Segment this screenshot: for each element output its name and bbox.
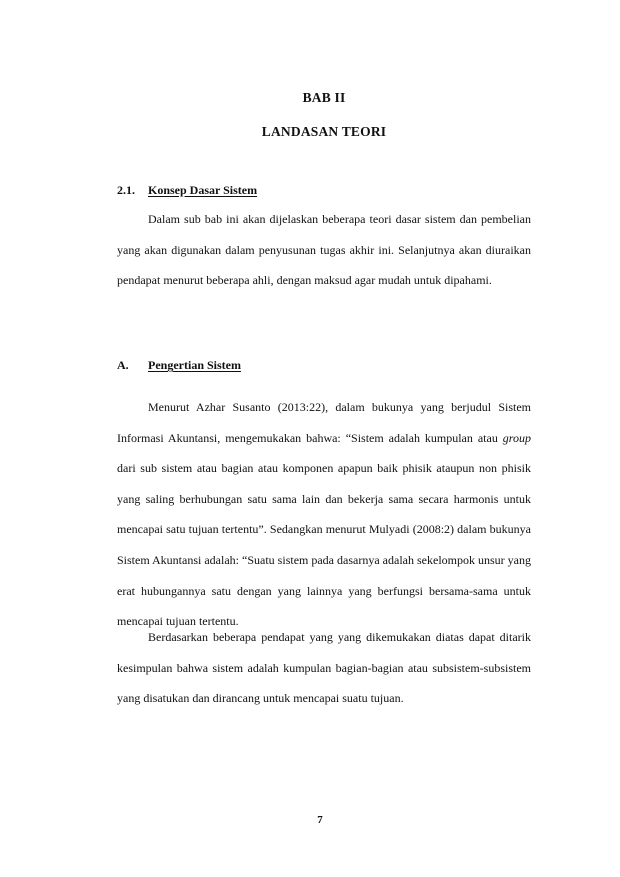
section-heading-2-1 — [117, 183, 531, 198]
section-title: Pengertian Sistem — [148, 358, 241, 372]
paragraph-konsep-dasar: Dalam sub bab ini akan dijelaskan beberapa teori dasar sistem dan pembelian yang akan digunakan dalam penyusunan tugas akhir ini. Selanjutnya akan diuraikan pendapat menurut beberapa ahli, dengan maksud agar mudah untuk dipahami. — [117, 212, 531, 288]
section-number: 2.1. — [117, 183, 135, 197]
section-heading-a — [117, 358, 531, 373]
paragraph-text: Menurut Azhar Susanto (2013:22), dalam bukunya yang berjudul Sistem Informasi Akuntansi, mengemukakan bahwa: “Sistem adalah kumpulan atau — [117, 400, 531, 445]
paragraph-kesimpulan: Berdasarkan beberapa pendapat yang yang dikemukakan diatas dapat ditarik kesimpulan bahwa sistem adalah kumpulan bagian-bagian atau subsistem-subsistem yang disatukan dan dirancang untuk mencapai suatu tujuan. — [117, 630, 531, 706]
section-title: Konsep Dasar Sistem — [148, 183, 258, 197]
italic-term: group — [502, 430, 531, 445]
page-number: 7 — [317, 814, 323, 826]
chapter-title: LANDASAN TEORI — [261, 124, 387, 139]
paragraph-pengertian-sistem — [117, 392, 531, 637]
chapter-number: BAB II — [302, 90, 346, 105]
section-number: A. — [117, 358, 129, 372]
paragraph-text: dari sub sistem atau bagian atau komponen apapun baik phisik ataupun non phisik yang saling berhubungan satu sama lain dan bekerja sama secara harmonis untuk mencapai satu tujuan tertentu”. Sedangkan menurut Mulyadi (2008:2) dalam bukunya Sistem Akuntansi adalah: “Suatu sistem pada dasarnya adalah sekelompok unsur yang erat hubungannya satu dengan yang lainnya yang berfungsi bersama-sama untuk mencapai tujuan tertentu. — [117, 461, 531, 629]
